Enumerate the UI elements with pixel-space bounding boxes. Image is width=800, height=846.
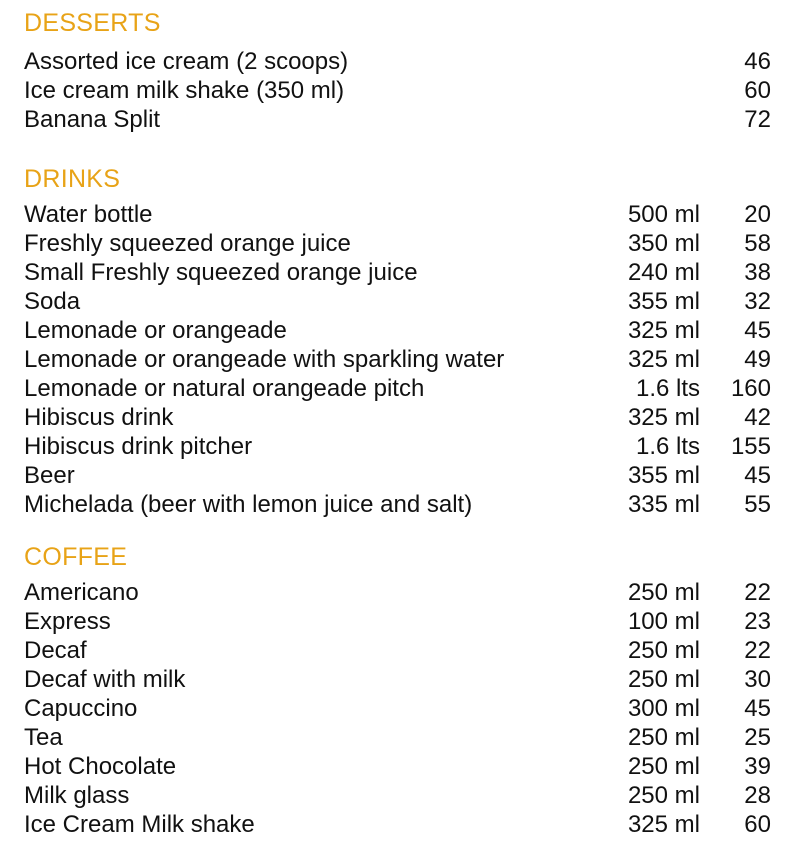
menu-item-row [0,375,800,403]
item-size: 325 ml [627,317,700,344]
item-price: 155 [730,433,771,460]
item-price: 55 [744,491,771,518]
item-size: 355 ml [627,288,700,315]
item-name: Beer [24,462,75,489]
item-price: 45 [744,317,771,344]
item-size: 325 ml [627,404,700,431]
item-size: 500 ml [627,201,700,228]
item-name: Milk glass [24,782,130,809]
menu-item-row [0,491,800,519]
menu-item-row [0,782,800,810]
menu-item-row [0,753,800,781]
item-size: 1.6 lts [635,375,700,402]
item-price: 28 [744,782,771,809]
item-name: Hibiscus drink pitcher [24,433,253,460]
menu-item-row [0,317,800,345]
item-price: 46 [744,48,771,75]
menu-item-row [0,259,800,287]
item-size: 250 ml [627,782,700,809]
menu-item-row [0,637,800,665]
menu-item-row [0,608,800,636]
menu-item-row [0,230,800,258]
menu-item-row [0,666,800,694]
item-price: 39 [744,753,771,780]
item-price: 45 [744,695,771,722]
item-price: 58 [744,230,771,257]
item-size: 325 ml [627,346,700,373]
item-size: 250 ml [627,724,700,751]
menu-item-row [0,288,800,316]
drinks-heading: DRINKS [24,165,121,193]
item-price: 32 [744,288,771,315]
item-price: 42 [744,404,771,431]
item-price: 20 [744,201,771,228]
menu-item-row [0,201,800,229]
item-name: Banana Split [24,106,161,133]
menu-item-row [0,48,800,76]
item-size: 300 ml [627,695,700,722]
item-price: 25 [744,724,771,751]
item-name: Decaf [24,637,87,664]
item-name: Michelada (beer with lemon juice and salt) [24,491,473,518]
item-size: 250 ml [627,666,700,693]
item-name: Soda [24,288,81,315]
item-price: 60 [744,77,771,104]
item-name: Lemonade or natural orangeade pitch [24,375,425,402]
menu-item-row [0,404,800,432]
item-name: Assorted ice cream (2 scoops) [24,48,349,75]
item-price: 60 [744,811,771,838]
item-size: 250 ml [627,753,700,780]
item-name: Ice Cream Milk shake [24,811,255,838]
item-price: 72 [744,106,771,133]
item-price: 160 [730,375,771,402]
item-size: 335 ml [627,491,700,518]
item-name: Lemonade or orangeade with sparkling water [24,346,505,373]
item-price: 38 [744,259,771,286]
menu-item-row [0,579,800,607]
item-price: 23 [744,608,771,635]
item-price: 22 [744,579,771,606]
menu-item-row [0,106,800,134]
item-price: 30 [744,666,771,693]
menu-item-row [0,811,800,839]
item-name: Hot Chocolate [24,753,177,780]
item-price: 45 [744,462,771,489]
item-price: 49 [744,346,771,373]
item-size: 240 ml [627,259,700,286]
item-size: 355 ml [627,462,700,489]
item-name: Ice cream milk shake (350 ml) [24,77,345,104]
menu-item-row [0,695,800,723]
item-size: 250 ml [627,579,700,606]
item-price: 22 [744,637,771,664]
item-size: 350 ml [627,230,700,257]
item-size: 1.6 lts [635,433,700,460]
menu-item-row [0,724,800,752]
item-size: 325 ml [627,811,700,838]
item-name: Small Freshly squeezed orange juice [24,259,418,286]
item-size: 100 ml [627,608,700,635]
item-name: Water bottle [24,201,153,228]
item-name: Tea [24,724,63,751]
item-name: Decaf with milk [24,666,186,693]
item-name: Hibiscus drink [24,404,174,431]
item-name: Lemonade or orangeade [24,317,287,344]
desserts-heading: DESSERTS [24,9,161,37]
menu-item-row [0,77,800,105]
item-name: Freshly squeezed orange juice [24,230,351,257]
coffee-heading: COFFEE [24,543,128,571]
menu-item-row [0,433,800,461]
menu-item-row [0,462,800,490]
item-name: Americano [24,579,139,606]
item-size: 250 ml [627,637,700,664]
item-name: Express [24,608,111,635]
item-name: Capuccino [24,695,138,722]
menu-item-row [0,346,800,374]
